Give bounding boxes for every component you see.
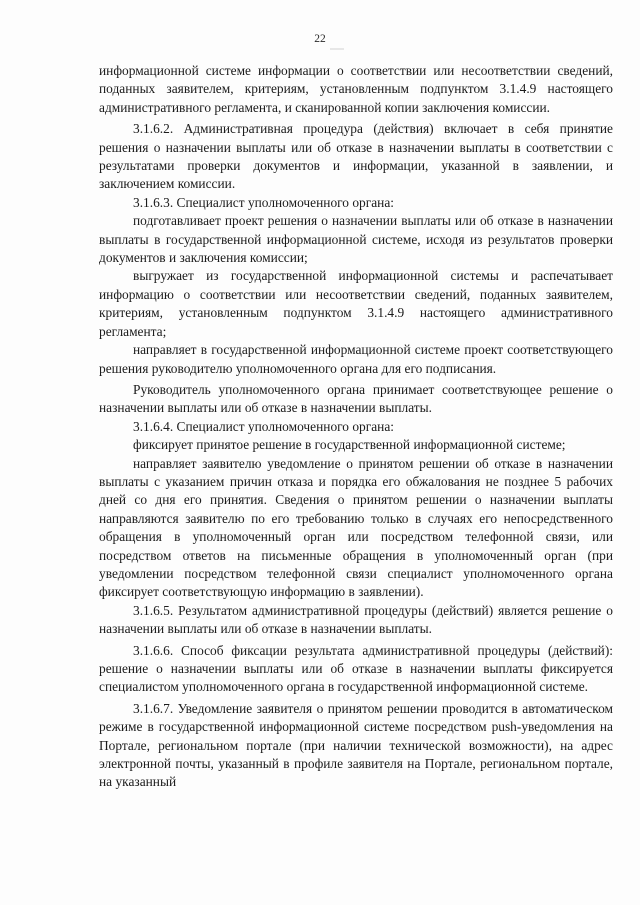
paragraph-records-decision: фиксирует принятое решение в государственной информационной системе; [133, 437, 566, 453]
page-number: 22 [314, 33, 326, 45]
paragraph-prepares-draft: подготавливает проект решения о назначении выплаты или об отказе в назначении выплаты в государственной информационной системе, исходя из результатов проверки документов и заключения комиссии; [99, 213, 613, 266]
paragraph-sends-notice: направляет заявителю уведомление о принятом решении об отказе в назначении выплаты с указанием причин отказа и порядка его обжалования не позднее 5 рабочих дней со дня его принятия. Сведения о принятом решении о назначении выплаты направляются заявителю по его требованию только в случаях его непосредственного обращения в уполномоченный орган или посредством телефонной связи, или посредством ответов на письменные обращения в уполномоченный орган (при уведомлении посредством телефонной связи специалист уполномоченного органа фиксирует соответствующую информацию в заявлении). [99, 455, 613, 600]
paragraph-3-1-6-4-heading: 3.1.6.4. Специалист уполномоченного органа: [133, 418, 394, 434]
paragraph-3-1-6-6: 3.1.6.6. Способ фиксации результата административной процедуры (действий): решение о назначении выплаты или об отказе в назначении выплаты фиксируется специалистом уполномоченного органа в государственной информационной системе. [99, 642, 613, 695]
paragraph-3-1-6-3-heading: 3.1.6.3. Специалист уполномоченного органа: [133, 194, 394, 210]
paragraph-3-1-6-7: 3.1.6.7. Уведомление заявителя о принятом решении проводится в автоматическом режиме в государственной информационной системе посредством push-уведомления на Портале, региональном портале (при наличии технической возможности), на адрес электронной почты, указанный в профиле заявителя на Портале, региональном портале, на указанный [99, 700, 613, 790]
document-body [99, 62, 613, 792]
paragraph-continuation: информационной системе информации о соответствии или несоответствии сведений, поданных заявителем, критериям, установленным подпунктом 3.1.4.9 настоящего административного регламента, и сканированной копии заключения комиссии. [99, 63, 613, 115]
paragraph-sends-draft: направляет в государственной информационной системе проект соответствующего решения руководителю уполномоченного органа для его подписания. [99, 342, 613, 376]
paragraph-exports-info: выгружает из государственной информационной системы и распечатывает информацию о соответствии или несоответствии сведений, поданных заявителем, критериям, установленным подпунктом 3.1.4.9 настоящего административного регламента; [99, 268, 613, 339]
paragraph-3-1-6-5: 3.1.6.5. Результатом административной процедуры (действий) является решение о назначении выплаты или об отказе в назначении выплаты. [99, 602, 613, 637]
paragraph-head-decides: Руководитель уполномоченного органа принимает соответствующее решение о назначении выплаты или об отказе в назначении выплаты. [99, 381, 613, 416]
paragraph-3-1-6-2: 3.1.6.2. Административная процедура (действия) включает в себя принятие решения о назначении выплаты или об отказе в назначении выплаты в соответствии с результатами проверки документов и информации, указанной в заявлении, и заключением комиссии. [99, 121, 613, 192]
scan-artifact [330, 48, 344, 50]
